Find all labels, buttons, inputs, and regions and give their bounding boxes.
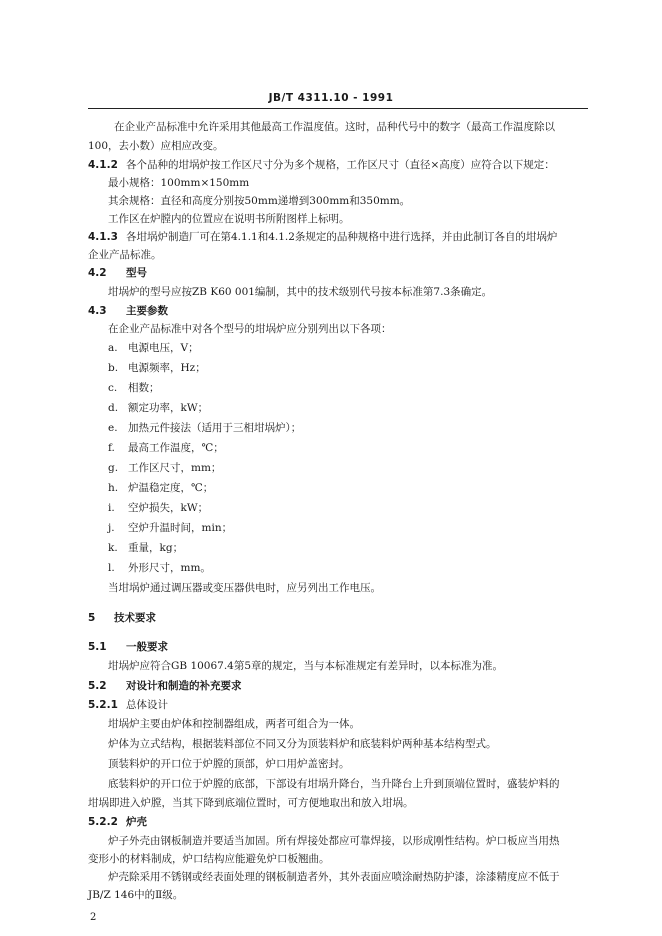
param-letter: d. <box>108 402 119 414</box>
paragraph-line: JB/Z 146中的Ⅱ级。 <box>88 889 184 901</box>
section-title: 炉壳 <box>126 816 147 828</box>
paragraph-line: 炉壳除采用不锈钢或经表面处理的钢板制造者外，其外表面应喷涂耐热防护漆，涂漆精度应不低于 <box>108 871 560 883</box>
section-5-2-heading <box>88 679 242 693</box>
clause-text: 各坩埚炉制造厂可在第4.1.1和4.1.2条规定的品种规格中进行选择，并由此制订各自的坩埚炉 <box>126 231 558 243</box>
paragraph-line: 炉体为立式结构，根据装料部位不同又分为顶装料炉和底装料炉两种基本结构型式。 <box>108 738 497 750</box>
paragraph-line: 其余规格：直径和高度分别按50mm递增到300mm和350mm。 <box>108 195 411 207</box>
paragraph-line: 顶装料炉的开口位于炉膛的顶部，炉口用炉盖密封。 <box>108 758 350 770</box>
section-5-heading <box>88 611 156 625</box>
paragraph-line: 企业产品标准。 <box>88 249 162 261</box>
section-5-2-1-heading <box>88 698 168 712</box>
section-number: 5.1 <box>88 641 107 653</box>
paragraph-line: 变形小的材料制成，炉口结构应能避免炉口板翘曲。 <box>88 853 330 865</box>
section-5-1-heading <box>88 640 168 654</box>
paragraph-line: 炉子外壳由钢板制造并要适当加固。所有焊接处都应可靠焊接，以形成刚性结构。炉口板应当用热 <box>108 835 560 847</box>
param-letter: i. <box>108 502 115 514</box>
param-letter: h. <box>108 482 119 494</box>
section-title: 技术要求 <box>114 612 156 624</box>
header-rule <box>88 108 588 109</box>
param-letter: j. <box>108 522 115 534</box>
param-text: 额定功率，kW； <box>128 402 209 414</box>
paragraph-line: 在企业产品标准中允许采用其他最高工作温度值。这时，品种代号中的数字（最高工作温度除以 <box>114 121 555 133</box>
param-text: 空炉升温时间，min； <box>128 522 233 534</box>
paragraph-line: 坩埚即进入炉膛，当其下降到底端位置时，可方便地取出和放入坩埚。 <box>88 797 414 809</box>
param-item <box>108 561 211 575</box>
section-4-2-heading <box>88 266 147 280</box>
document-header: JB/T 4311.10 - 1991 <box>268 92 394 104</box>
param-text: 外形尺寸，mm。 <box>128 562 211 574</box>
param-text: 工作区尺寸，mm； <box>128 462 222 474</box>
clause-number: 4.1.2 <box>88 159 118 171</box>
param-item <box>108 501 208 515</box>
param-letter: g. <box>108 462 119 474</box>
section-4-3-heading <box>88 304 168 318</box>
section-number: 5 <box>88 612 96 624</box>
param-text: 最高工作温度，℃； <box>128 442 224 454</box>
param-item <box>108 401 208 415</box>
param-item <box>108 441 224 455</box>
clause-4-1-2 <box>88 158 555 172</box>
paragraph-line: 坩埚炉的型号应按ZB K60 001编制，其中的技术级别代号按本标准第7.3条确定。 <box>108 286 493 298</box>
param-text: 电源频率，Hz； <box>128 362 206 374</box>
paragraph-line: 当坩埚炉通过调压器或变压器供电时，应另列出工作电压。 <box>108 582 381 594</box>
section-title: 对设计和制造的补充要求 <box>126 680 242 692</box>
param-text: 重量，kg； <box>128 542 184 554</box>
param-item <box>108 521 232 535</box>
clause-4-1-3 <box>88 230 557 244</box>
paragraph-line: 底装料炉的开口位于炉膛的底部，下部设有坩埚升降台，当升降台上升到顶端位置时，盛装炉料的 <box>108 778 560 790</box>
param-text: 空炉损失，kW； <box>128 502 209 514</box>
paragraph-line: 最小规格：100mm×150mm <box>108 177 250 189</box>
paragraph-line: 坩埚炉主要由炉体和控制器组成，两者可组合为一体。 <box>108 718 360 730</box>
param-letter: e. <box>108 422 118 434</box>
paragraph-line: 坩埚炉应符合GB 10067.4第5章的规定，当与本标准规定有差异时，以本标准为准。 <box>108 660 504 672</box>
section-title: 主要参数 <box>126 305 168 317</box>
section-5-2-2-heading <box>88 815 147 829</box>
param-item <box>108 421 301 435</box>
section-number: 4.2 <box>88 267 107 279</box>
section-number: 5.2.1 <box>88 699 118 711</box>
param-text: 电源电压，V； <box>128 342 199 354</box>
param-item <box>108 381 160 395</box>
section-number: 5.2 <box>88 680 107 692</box>
clause-text: 各个品种的坩埚炉按工作区尺寸分为多个规格，工作区尺寸（直径×高度）应符合以下规定： <box>126 159 555 171</box>
param-text: 加热元件接法（适用于三相坩埚炉）； <box>128 422 302 434</box>
section-title: 一般要求 <box>126 641 168 653</box>
param-letter: c. <box>108 382 118 394</box>
section-number: 4.3 <box>88 305 107 317</box>
param-text: 炉温稳定度，℃； <box>128 482 214 494</box>
page-number: 2 <box>90 912 97 923</box>
param-text: 相数； <box>128 382 160 394</box>
section-title: 型号 <box>126 267 147 279</box>
param-letter: b. <box>108 362 119 374</box>
section-title: 总体设计 <box>126 699 168 711</box>
param-item <box>108 481 213 495</box>
paragraph-line: 在企业产品标准中对各个型号的坩埚炉应分别列出以下各项： <box>108 323 392 335</box>
clause-number: 4.1.3 <box>88 231 118 243</box>
param-letter: k. <box>108 542 118 554</box>
param-item <box>108 541 183 555</box>
section-number: 5.2.2 <box>88 816 118 828</box>
param-letter: l. <box>108 562 115 574</box>
param-letter: a. <box>108 342 118 354</box>
param-letter: f. <box>108 442 115 454</box>
paragraph-line: 100，去小数）应相应改变。 <box>88 140 224 152</box>
param-item <box>108 461 221 475</box>
paragraph-line: 工作区在炉膛内的位置应在说明书所附图样上标明。 <box>108 213 350 225</box>
param-item <box>108 361 206 375</box>
param-item <box>108 341 199 355</box>
